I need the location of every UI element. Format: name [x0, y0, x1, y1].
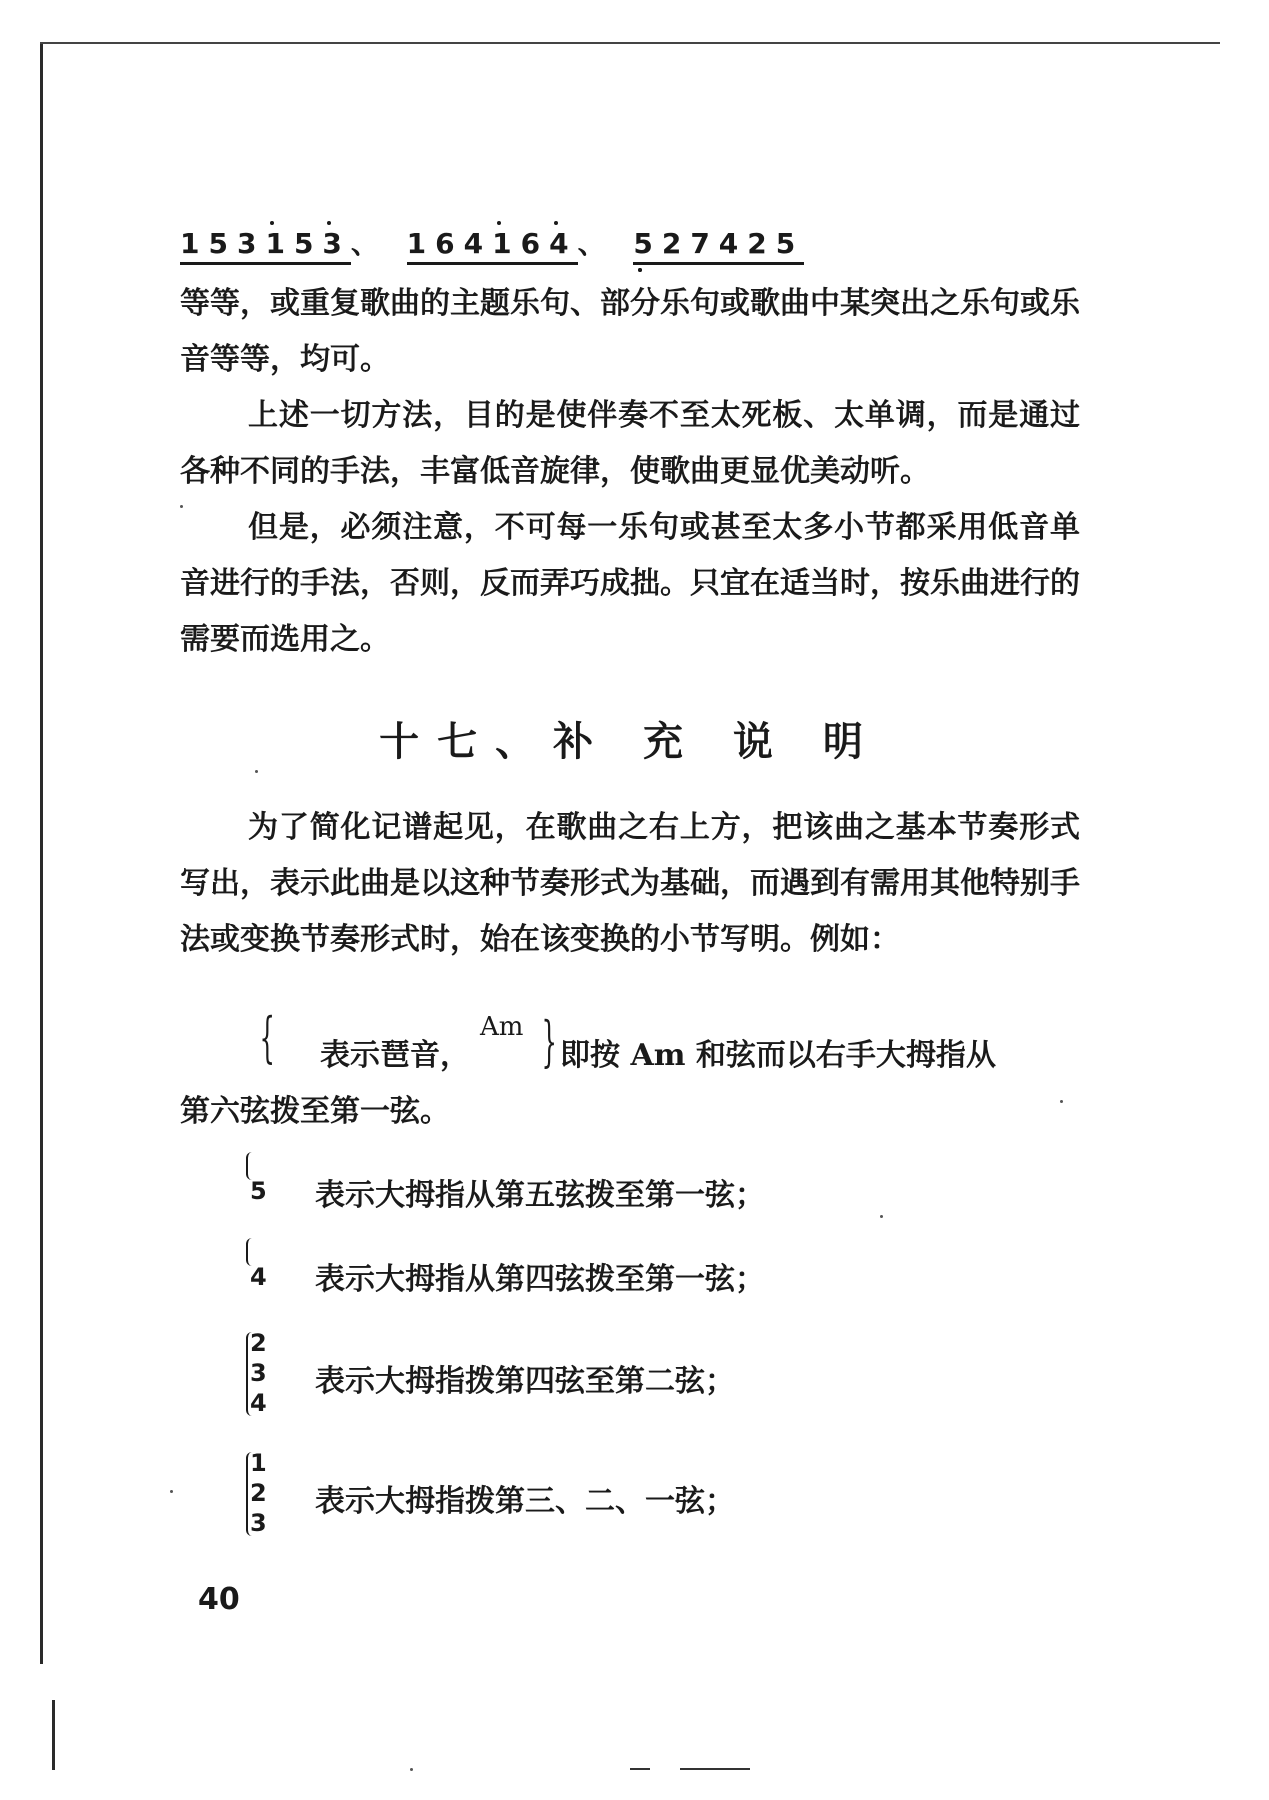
page-number: 40 — [198, 1582, 240, 1617]
chord-brace-icon: } — [541, 1010, 557, 1073]
arpeggio-continuation: 第六弦拨至第一弦。 — [180, 1094, 450, 1129]
scan-edge-left-lower — [52, 1700, 55, 1770]
scan-speck — [1060, 1100, 1063, 1103]
notation-group-1: 153153 — [180, 227, 351, 265]
notation-sep: 、 — [577, 227, 615, 260]
string-numbers: 2 3 4 — [250, 1329, 267, 1417]
arpeggio-text: 表示琶音， — [320, 1038, 470, 1073]
item-text: 表示大拇指拨第三、二、一弦； — [315, 1484, 735, 1519]
scan-speck — [410, 1768, 413, 1771]
paragraph-4: 为了简化记谱起见，在歌曲之右上方，把该曲之基本节奏形式写出，表示此曲是以这种节奏形式为基础，而遇到有需用其他特别手法或变换节奏形式时，始在该变换的小节写明。例如： — [180, 810, 1080, 957]
paragraph-2: 上述一切方法，目的是使伴奏不至太死板、太单调，而是通过各种不同的手法，丰富低音旋律，使歌曲更显优美动听。 — [180, 398, 1080, 489]
numbered-notation — [180, 222, 1080, 272]
scan-speck — [170, 1490, 173, 1493]
paragraph-3: 但是，必须注意，不可每一乐句或甚至太多小节都采用低音单音进行的手法，否则，反而弄巧成拙。只宜在适当时，按乐曲进行的需要而选用之。 — [180, 510, 1080, 657]
item-text: 表示大拇指从第五弦拨至第一弦； — [315, 1178, 765, 1213]
arpeggio-brace-icon: { — [259, 1006, 275, 1069]
scan-speck — [880, 1215, 883, 1218]
string-numbers: 5 — [250, 1177, 267, 1205]
scan-mark-bottom-small — [630, 1768, 650, 1770]
scan-mark-bottom — [680, 1768, 750, 1770]
string-numbers: 4 — [250, 1263, 267, 1291]
item-text: 表示大拇指拨第四弦至第二弦； — [315, 1364, 735, 1399]
string-numbers: 1 2 3 — [250, 1449, 267, 1537]
notation-group-3: 527425 — [633, 227, 804, 265]
scan-speck — [180, 505, 183, 508]
item-text: 表示大拇指从第四弦拨至第一弦； — [315, 1262, 765, 1297]
chord-label: Am — [480, 1012, 524, 1042]
section-heading: 十七、补 充 说 明 — [379, 718, 881, 765]
scan-speck — [255, 770, 258, 773]
scan-edge-left — [40, 44, 43, 1664]
notation-sep: 、 — [350, 227, 388, 260]
arpeggio-text-2: 即按 Am 和弦而以右手大拇指从 — [560, 1038, 996, 1073]
paragraph-1: 等等，或重复歌曲的主题乐句、部分乐句或歌曲中某突出之乐句或乐音等等，均可。 — [180, 286, 1080, 377]
scan-edge-top — [40, 42, 1220, 44]
notation-group-2: 164164 — [407, 227, 578, 265]
